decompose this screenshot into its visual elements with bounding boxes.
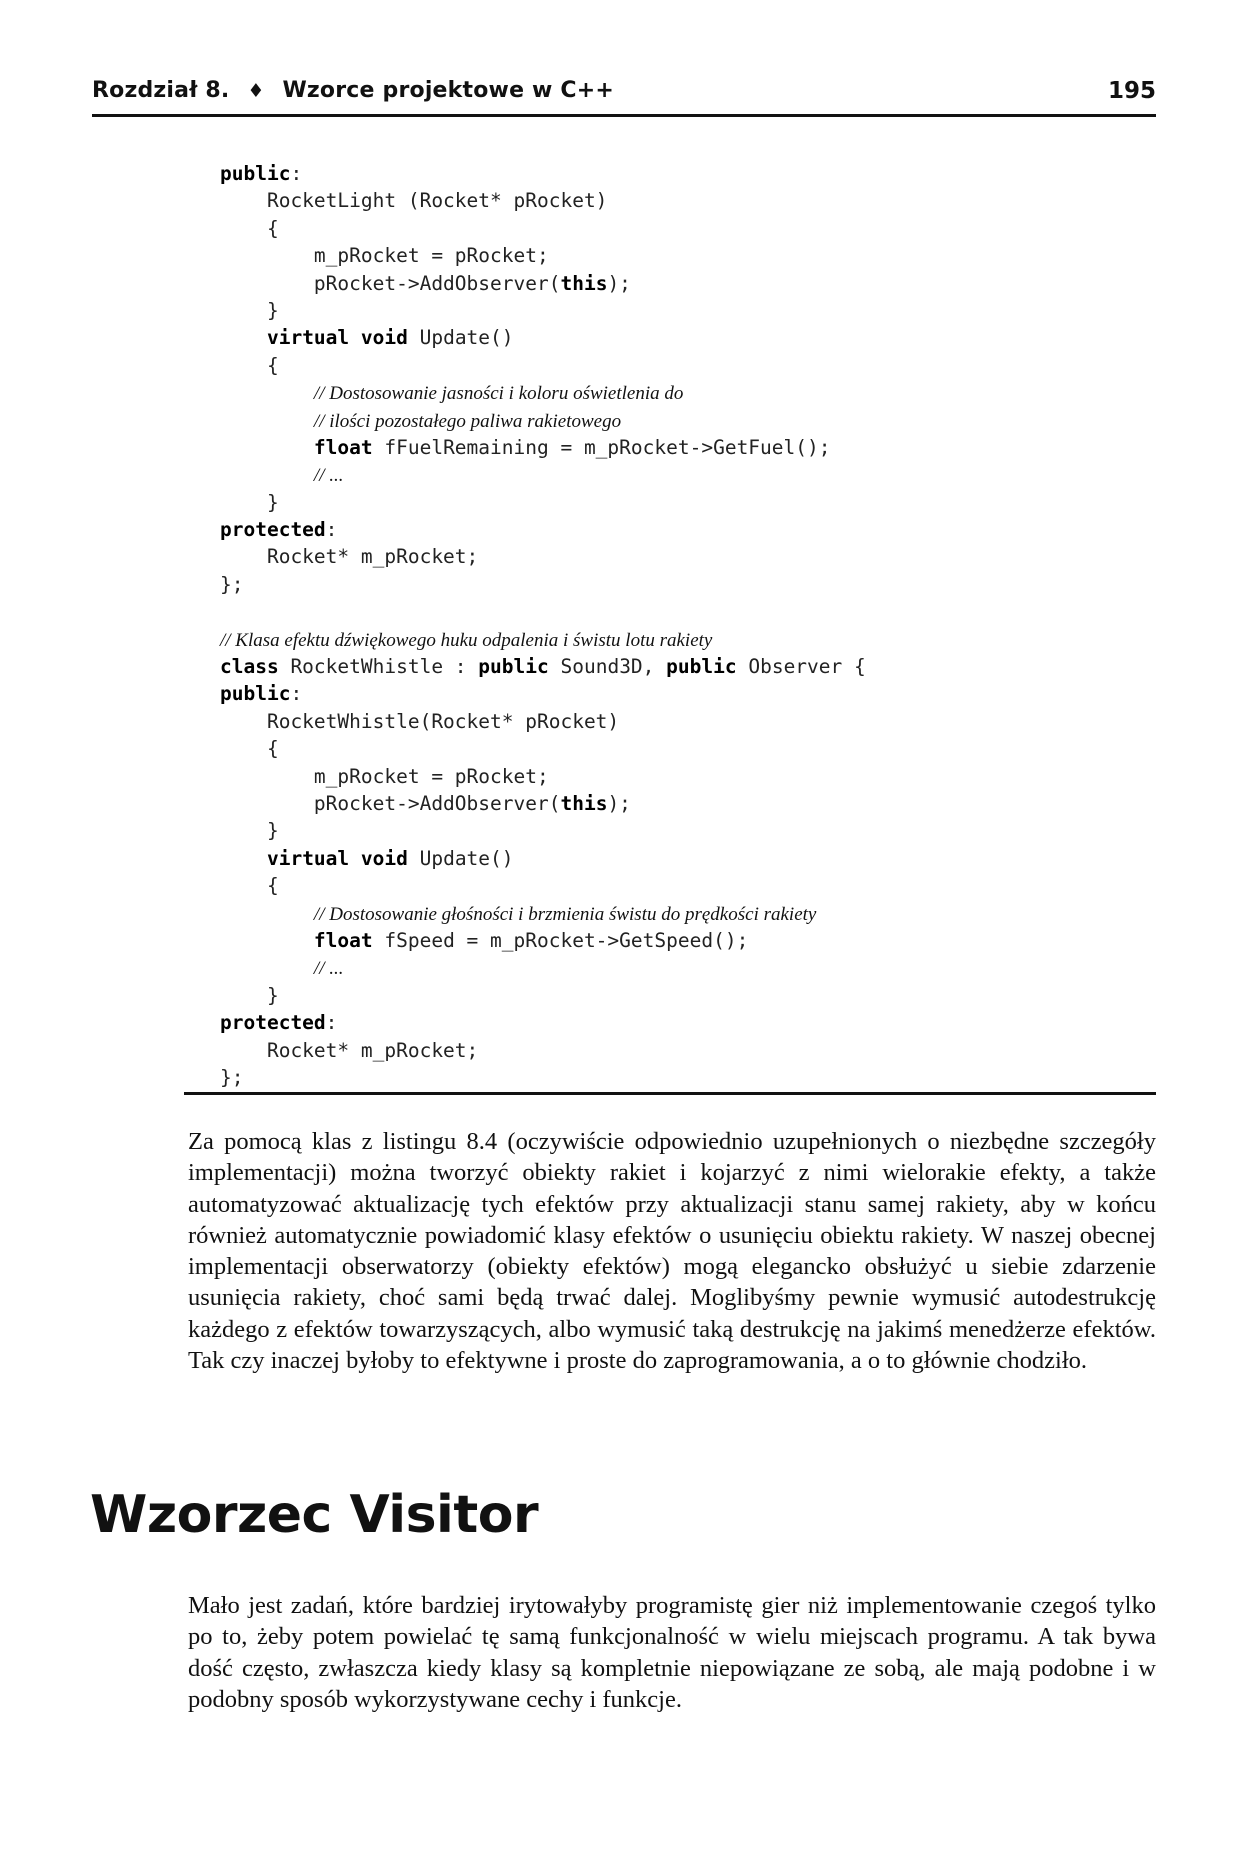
section-title: Wzorzec Visitor [90,1485,539,1545]
code-text: { [220,353,279,377]
code-text: } [220,298,279,322]
code-text: Sound3D, [548,655,667,679]
code-text: pRocket->AddObserver( [220,791,561,815]
code-text: { [220,737,279,761]
code-text [220,381,314,404]
code-text [220,847,267,870]
code-text: ); [607,791,631,815]
code-text: Update() [407,326,514,350]
code-line [220,215,1160,242]
page-number: 195 [1107,78,1156,104]
code-line [220,543,1160,570]
code-text: { [220,216,279,240]
code-line [220,571,1160,598]
code-listing [220,160,1160,1091]
code-line [220,270,1160,297]
code-text [220,409,314,432]
code-comment: // Dostosowanie głośności i brzmienia świstu do prędkości rakiety [313,903,817,925]
code-text [220,326,267,349]
code-line [220,653,1160,680]
listing-bottom-rule [184,1092,1156,1095]
code-text: : [290,682,303,706]
code-text [220,436,314,459]
code-line [220,763,1160,790]
chapter-title: Wzorce projektowe w C++ [282,78,615,103]
code-line [220,790,1160,817]
body-paragraph-2: Mało jest zadań, które bardziej irytowałyby programistę gier niż implementowanie czegoś tylko po to, żeby potem powielać tę samą funkcjonalność w wielu miejscach programu. A tak bywa dość często, zwłaszcza kiedy klasy są kompletnie niepowiązane ze sobą, ale mają podobne i w podobny sposób wykorzystywane cechy i funkcje. [188,1592,1156,1713]
code-line [220,626,1160,653]
code-line [220,407,1160,434]
code-line [220,297,1160,324]
header-left [92,78,614,103]
code-line [220,187,1160,214]
code-line [220,735,1160,762]
code-keyword: this [560,791,608,815]
code-keyword: protected [220,518,326,542]
code-line [220,845,1160,872]
code-text: } [220,983,279,1007]
code-text: : [290,162,303,185]
code-comment: // Klasa efektu dźwiękowego huku odpalenia i świstu lotu rakiety [220,629,713,651]
code-text: : [325,518,338,542]
code-line [220,461,1160,488]
code-text: RocketLight (Rocket* pRocket) [220,189,608,213]
code-line [220,434,1160,461]
code-text: m_pRocket = pRocket; [220,764,549,788]
code-line [220,242,1160,269]
code-line [220,927,1160,954]
code-text: : [325,1011,338,1035]
code-text: RocketWhistle : [278,655,479,679]
code-comment: // Dostosowanie jasności i koloru oświetlenia do [313,383,684,405]
code-text: fFuelRemaining = m_pRocket->GetFuel(); [372,435,831,459]
code-line [220,516,1160,543]
code-keyword: float [313,435,373,459]
code-comment: // ... [313,958,344,980]
code-text: RocketWhistle(Rocket* pRocket) [220,709,620,733]
code-keyword: class [220,655,279,679]
code-text: Update() [407,846,514,870]
code-text: }; [220,572,244,596]
code-keyword: public [220,162,291,185]
code-line [220,872,1160,899]
code-text [220,902,314,925]
code-keyword: public [220,682,291,706]
code-text: ); [607,271,631,295]
code-text [220,929,314,952]
code-line [220,708,1160,735]
code-line [220,982,1160,1009]
code-text: Rocket* m_pRocket; [220,1038,479,1062]
code-text: Observer { [736,655,866,679]
code-text: } [220,490,279,514]
code-text: pRocket->AddObserver( [220,271,561,295]
code-keyword: this [560,271,608,295]
code-line [220,817,1160,844]
code-line [220,1037,1160,1064]
code-line [220,379,1160,406]
code-line [220,680,1160,707]
code-keyword: virtual void [266,326,408,350]
code-text: Rocket* m_pRocket; [220,545,479,569]
code-line [220,900,1160,927]
code-line [220,1009,1160,1036]
code-text [220,956,314,979]
code-line [220,160,1160,187]
code-comment: // ilości pozostałego paliwa rakietowego [313,410,622,432]
code-line [220,1064,1160,1091]
code-keyword: float [313,928,373,952]
code-text: m_pRocket = pRocket; [220,244,549,268]
code-line [220,598,1160,625]
code-line [220,324,1160,351]
code-text: } [220,819,279,843]
diamond-separator-icon: ♦ [247,80,265,102]
code-text: { [220,874,279,898]
body-paragraph-1: Za pomocą klas z listingu 8.4 (oczywiście odpowiednio uzupełnionych o niezbędne szczegóły implementacji) można tworzyć obiekty rakiet i kojarzyć z nimi wielorakie efekty, a także automatyzować aktualizację tych efektów przy aktualizacji stanu samej rakiety, aby w końcu również automatycznie powiadomić klasy efektów o usunięciu obiektu rakiety. W naszej obecnej implementacji obserwatorzy (obiekty efektów) mogą elegancko obsłużyć u siebie zdarzenie usunięcia rakiety, choć sami będą trwać dalej. Moglibyśmy pewnie wymusić autodestrukcję każdego z efektów towarzyszących, albo wymusić taką destrukcję na jakimś menedżerze efektów. Tak czy inaczej byłoby to efektywne i proste do zaprogramowania, a o to głównie chodziło. [188,1128,1156,1375]
code-comment: // ... [313,465,344,487]
code-keyword: public [666,655,737,679]
code-text: fSpeed = m_pRocket->GetSpeed(); [372,928,749,952]
code-line [220,489,1160,516]
chapter-label: Rozdział 8. [92,78,230,103]
code-text: }; [220,1065,244,1089]
code-text [220,463,314,486]
code-line [220,954,1160,981]
code-keyword: virtual void [266,846,408,870]
running-header [92,74,1156,117]
code-line [220,352,1160,379]
code-keyword: protected [220,1011,326,1035]
code-keyword: public [478,655,549,679]
